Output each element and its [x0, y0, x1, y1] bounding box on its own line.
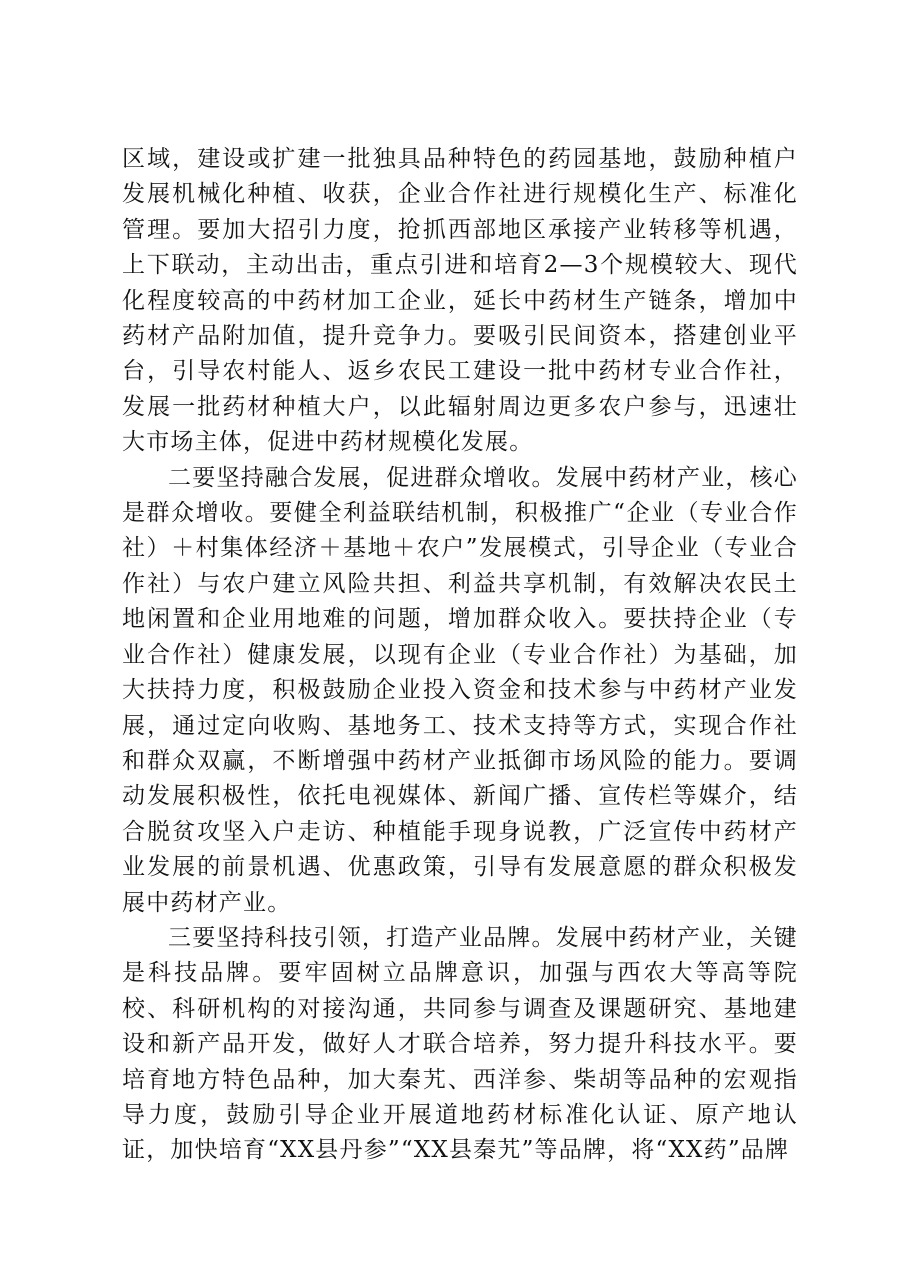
paragraph-integration-development: 二要坚持融合发展，促进群众增收。发展中药材产业，核心是群众增收。要健全利益联结机制，积极推广“企业（专业合作社）＋村集体经济＋基地＋农户”发展模式，引导企业（专业合作社）与农户建立风险共担、利益共享机制，有效解决农民土地闲置和企业用地难的问题，增加群众收入。要扶持企业（专业合作社）健康发展，以现有企业（专业合作社）为基础，加大扶持力度，积极鼓励企业投入资金和技术参与中药材产业发展，通过定向收购、基地务工、技术支持等方式，实现合作社和群众双赢，不断增强中药材产业抵御市场风险的能力。要调动发展积极性，依托电视媒体、新闻广播、宣传栏等媒介，结合脱贫攻坚入户走访、种植能手现身说教，广泛宣传中药材产业发展的前景机遇、优惠政策，引导有发展意愿的群众积极发展中药材产业。: [122, 464, 798, 916]
paragraph-technology-brand: 三要坚持科技引领，打造产业品牌。发展中药材产业，关键是科技品牌。要牢固树立品牌意识，加强与西农大等高等院校、科研机构的对接沟通，共同参与调查及课题研究、基地建设和新产品开发，做好人才联合培养，努力提升科技水平。要培育地方特色品种，加大秦艽、西洋参、柴胡等品种的宏观指导力度，鼓励引导企业开展道地药材标准化认证、原产地认证，加快培育“XX县丹参”“XX县秦艽”等品牌，将“XX药”品牌: [122, 924, 798, 1164]
paragraph-continuation: 区域，建设或扩建一批独具品种特色的药园基地，鼓励种植户发展机械化种植、收获，企业合作社进行规模化生产、标准化管理。要加大招引力度，抢抓西部地区承接产业转移等机遇，上下联动，主动出击，重点引进和培育2—3个规模较大、现代化程度较高的中药材加工企业，延长中药材生产链条，增加中药材产品附加值，提升竞争力。要吸引民间资本，搭建创业平台，引导农村能人、返乡农民工建设一批中药材专业合作社，发展一批药材种植大户，以此辐射周边更多农户参与，迅速壮大市场主体，促进中药材规模化发展。: [122, 146, 798, 456]
document-body: [122, 142, 798, 1169]
